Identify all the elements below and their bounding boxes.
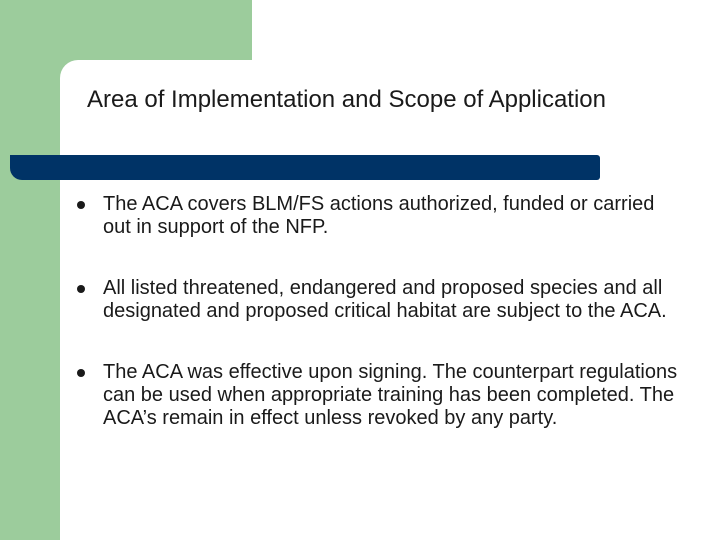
bullet-dot-icon: [77, 369, 85, 377]
bullet-text: All listed threatened, endangered and proposed species and all designated and proposed critical habitat are subject to the ACA.: [103, 277, 667, 322]
title-underline-bar: [10, 155, 600, 180]
bullet-item-3: [73, 361, 683, 430]
decorative-green-strip-left: [0, 0, 60, 540]
bullet-list: [73, 193, 683, 430]
bullet-item-1: [73, 193, 683, 239]
bullet-item-2: [73, 277, 683, 323]
bullet-dot-icon: [77, 201, 85, 209]
bullet-text: The ACA was effective upon signing. The counterpart regulations can be used when appropriate training has been completed. The ACA’s remain in effect unless revoked by any party.: [103, 361, 678, 429]
bullet-text: The ACA covers BLM/FS actions authorized, funded or carried out in support of the NFP.: [103, 193, 655, 238]
bullet-dot-icon: [77, 285, 85, 293]
slide-title: Area of Implementation and Scope of Application: [87, 86, 606, 113]
